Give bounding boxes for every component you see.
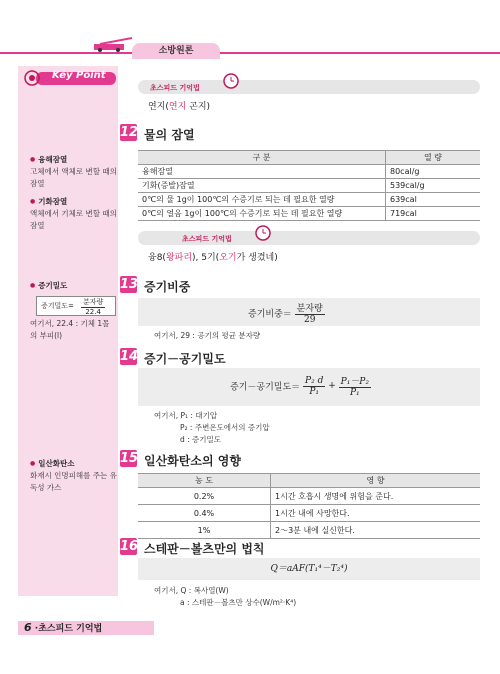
formula-description: a : 스테판－볼츠만 상수(W/m²·K⁴) — [180, 598, 297, 607]
table-cell: 1시간 호흡시 생명에 위험을 준다. — [271, 488, 481, 505]
page-footer — [18, 621, 154, 635]
formula-denominator: P₁ — [349, 388, 360, 398]
table-cell: 기화(증발)잠열 — [138, 179, 386, 193]
vapor-density-formula — [36, 296, 116, 316]
sidebar-note-co — [30, 458, 118, 494]
formula-description: 여기서, Q : 복사열(W) — [154, 586, 229, 595]
table-header: 영 향 — [271, 474, 481, 488]
vapor-specific-gravity-formula — [138, 298, 480, 326]
section-title: 증기비중 — [144, 280, 191, 294]
formula-numerator: P₂ d — [305, 375, 324, 386]
sidebar-note-text: 액체에서 기체로 변할 때의 잠열 — [30, 209, 117, 230]
table-header: 열 량 — [386, 151, 481, 165]
key-point-label: Key Point — [52, 70, 106, 81]
table-header: 농 도 — [138, 474, 271, 488]
table-cell: 719cal — [386, 207, 481, 221]
vapor-air-density-formula — [138, 368, 480, 406]
table-cell: 639cal — [386, 193, 481, 207]
tip-part: ), 5기( — [192, 253, 220, 263]
table-cell: 0.2% — [138, 488, 271, 505]
tip-part: 융8( — [148, 253, 166, 263]
memory-tip-tag: 초스피드 기억법 — [150, 84, 200, 92]
formula-numerator: P₁－P₂ — [339, 374, 371, 388]
sidebar-note-text: 화재시 인명피해를 주는 유독성 가스 — [30, 471, 117, 492]
formula-description: 여기서, P₁ : 대기압 — [154, 411, 218, 420]
table-cell: 539cal/g — [386, 179, 481, 193]
sidebar-note-fusion — [30, 154, 118, 190]
sidebar-note-vaporization — [30, 196, 118, 232]
table-cell: 0℃의 물 1g이 100℃의 수증기로 되는 데 필요한 열량 — [138, 193, 386, 207]
sidebar-note-title: ● 기화잠열 — [30, 196, 118, 208]
tip-part: 연지( — [148, 102, 169, 112]
formula-fraction — [295, 301, 325, 325]
table-cell: 1% — [138, 522, 271, 539]
tip-highlight: 왕파리 — [165, 253, 193, 263]
formula-fraction — [303, 376, 325, 397]
formula-lhs: 증기－공기밀도＝ — [230, 382, 301, 393]
tip-highlight: 연지 — [168, 102, 187, 112]
section-number: 16 — [120, 539, 139, 554]
tip-part: 곤지) — [186, 102, 211, 112]
formula-lhs: 증기밀도= — [41, 302, 74, 310]
tip-highlight: 오기 — [219, 253, 237, 263]
table-row — [138, 505, 480, 522]
formula-lhs: 증기비중＝ — [248, 309, 292, 320]
table-cell: 2～3분 내에 실신한다. — [271, 522, 481, 539]
section-title: 물의 잠열 — [144, 128, 195, 142]
formula-denominator: 29 — [303, 315, 316, 325]
sidebar-note-text: 고체에서 액체로 변할 때의 잠열 — [30, 167, 117, 188]
formula-description: 여기서, 29 : 공기의 평균 분자량 — [154, 331, 261, 340]
section-title: 증기－공기밀도 — [144, 352, 226, 366]
carbon-monoxide-table — [138, 473, 480, 539]
alarm-clock-icon — [254, 222, 272, 242]
sidebar-note-title: ● 증기밀도 — [30, 280, 118, 292]
formula-description: P₂ : 주변온도에서의 증기압 — [180, 423, 270, 432]
chapter-title: 소방원론 — [132, 43, 220, 59]
table-row — [138, 179, 480, 193]
section-title: 스테판－볼츠만의 법칙 — [144, 542, 265, 556]
formula-numerator: 분자량 — [295, 301, 325, 315]
formula-denominator: 22.4 — [85, 308, 101, 316]
formula-fraction — [81, 297, 105, 316]
sidebar-note-vapor-density-desc: 여기서, 22.4 : 기체 1몰의 부피(l) — [30, 319, 110, 340]
sidebar-note-title: ● 일산화탄소 — [30, 458, 118, 470]
sidebar-note-title: ● 융해잠열 — [30, 154, 118, 166]
memory-tip-text — [148, 99, 210, 112]
memory-tip-text — [148, 250, 278, 263]
formula-fraction — [339, 374, 371, 398]
formula-denominator: P₁ — [309, 386, 320, 397]
header-rule — [0, 52, 500, 54]
table-cell: 0.4% — [138, 505, 271, 522]
table-cell: 80cal/g — [386, 165, 481, 179]
formula-numerator: 분자량 — [83, 298, 104, 306]
table-row — [138, 165, 480, 179]
table-header: 구 분 — [138, 151, 386, 165]
section-number: 14 — [120, 349, 139, 364]
alarm-clock-icon — [222, 70, 240, 90]
footer-label: ·초스피드 기억법 — [34, 624, 103, 634]
latent-heat-table — [138, 150, 480, 221]
formula-operator: + — [328, 381, 336, 391]
table-row — [138, 488, 480, 505]
section-number: 13 — [120, 277, 139, 292]
table-row — [138, 522, 480, 539]
tip-part: 가 생겼네) — [236, 253, 278, 263]
section-number: 15 — [120, 451, 139, 466]
stefan-boltzmann-formula: Q＝aAF(T₁⁴－T₂⁴) — [138, 558, 480, 580]
formula-description: d : 증기밀도 — [180, 435, 222, 444]
table-row — [138, 193, 480, 207]
sidebar-note-vapor-density — [30, 280, 118, 292]
table-cell: 0℃의 얼음 1g이 100℃의 수증기로 되는 데 필요한 열량 — [138, 207, 386, 221]
table-cell: 1시간 내에 사망한다. — [271, 505, 481, 522]
table-row — [138, 207, 480, 221]
table-cell: 융해잠열 — [138, 165, 386, 179]
section-number: 12 — [120, 125, 139, 140]
section-title: 일산화탄소의 영향 — [144, 454, 241, 468]
page-number: 6 — [24, 621, 32, 634]
memory-tip-tag: 초스피드 기억법 — [182, 235, 232, 243]
